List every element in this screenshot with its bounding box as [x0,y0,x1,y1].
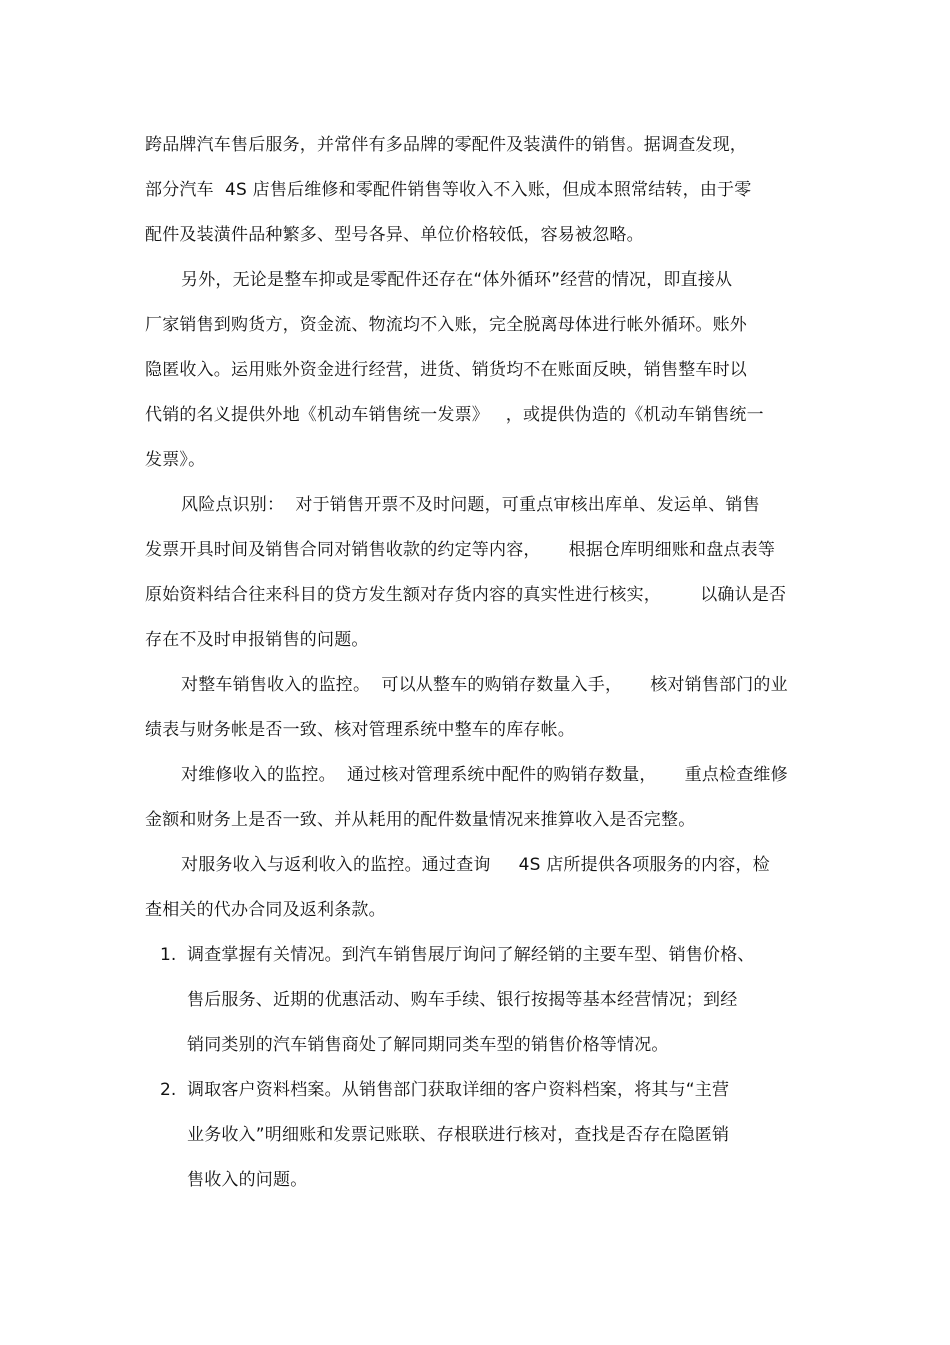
list-item-line: 销同类别的汽车销售商处了解同期同类车型的销售价格等情况。 [187,1035,669,1055]
paragraph-line: 跨品牌汽车售后服务，并常伴有多品牌的零配件及装潢件的销售。据调查发现， [145,135,747,155]
paragraph-line: 发票开具时间及销售合同对销售收款的约定等内容， 根据仓库明细账和盘点表等 [145,540,776,560]
paragraph-line: 代销的名义提供外地《机动车销售统一发票》 ，或提供伪造的《机动车销售统一 [145,405,764,425]
paragraph-line: 对整车销售收入的监控。 可以从整车的购销存数量入手， 核对销售部门的业 [181,675,788,695]
list-item-line: 售后服务、近期的优惠活动、购车手续、银行按揭等基本经营情况；到经 [187,990,738,1010]
paragraph-line: 隐匿收入。运用账外资金进行经营，进货、销货均不在账面反映，销售整车时以 [145,360,747,380]
paragraph-line: 厂家销售到购货方，资金流、物流均不入账，完全脱离母体进行帐外循环。账外 [145,315,747,335]
paragraph-line: 金额和财务上是否一致、并从耗用的配件数量情况来推算收入是否完整。 [145,810,696,830]
paragraph-line: 风险点识别： 对于销售开票不及时问题，可重点审核出库单、发运单、销售 [181,495,760,515]
list-item-line: 调查掌握有关情况。到汽车销售展厅询问了解经销的主要车型、销售价格、 [187,945,755,965]
paragraph-line: 发票》。 [145,450,206,470]
paragraph-line: 存在不及时申报销售的问题。 [145,630,369,650]
list-item-number: 1. [160,945,177,965]
paragraph-line: 配件及装潢件品种繁多、型号各异、单位价格较低，容易被忽略。 [145,225,644,245]
list-item-line: 售收入的问题。 [187,1170,308,1190]
list-item-line: 业务收入”明细账和发票记账联、存根联进行核对，查找是否存在隐匿销 [187,1125,730,1145]
paragraph-line: 绩表与财务帐是否一致、核对管理系统中整车的库存帐。 [145,720,575,740]
paragraph-line: 另外，无论是整车抑或是零配件还存在“体外循环”经营的情况，即直接从 [181,270,733,290]
paragraph-line: 对服务收入与返利收入的监控。通过查询 4S 店所提供各项服务的内容，检 [181,855,770,875]
paragraph-line: 对维修收入的监控。 通过核对管理系统中配件的购销存数量， 重点检查维修 [181,765,788,785]
paragraph-line: 查相关的代办合同及返利条款。 [145,900,386,920]
paragraph-line: 原始资料结合往来科目的贷方发生额对存货内容的真实性进行核实， 以确认是否 [145,585,787,605]
list-item-number: 2. [160,1080,177,1100]
list-item-line: 调取客户资料档案。从销售部门获取详细的客户资料档案，将其与“主营 [187,1080,730,1100]
paragraph-line: 部分汽车 4S 店售后维修和零配件销售等收入不入账，但成本照常结转，由于零 [145,180,752,200]
